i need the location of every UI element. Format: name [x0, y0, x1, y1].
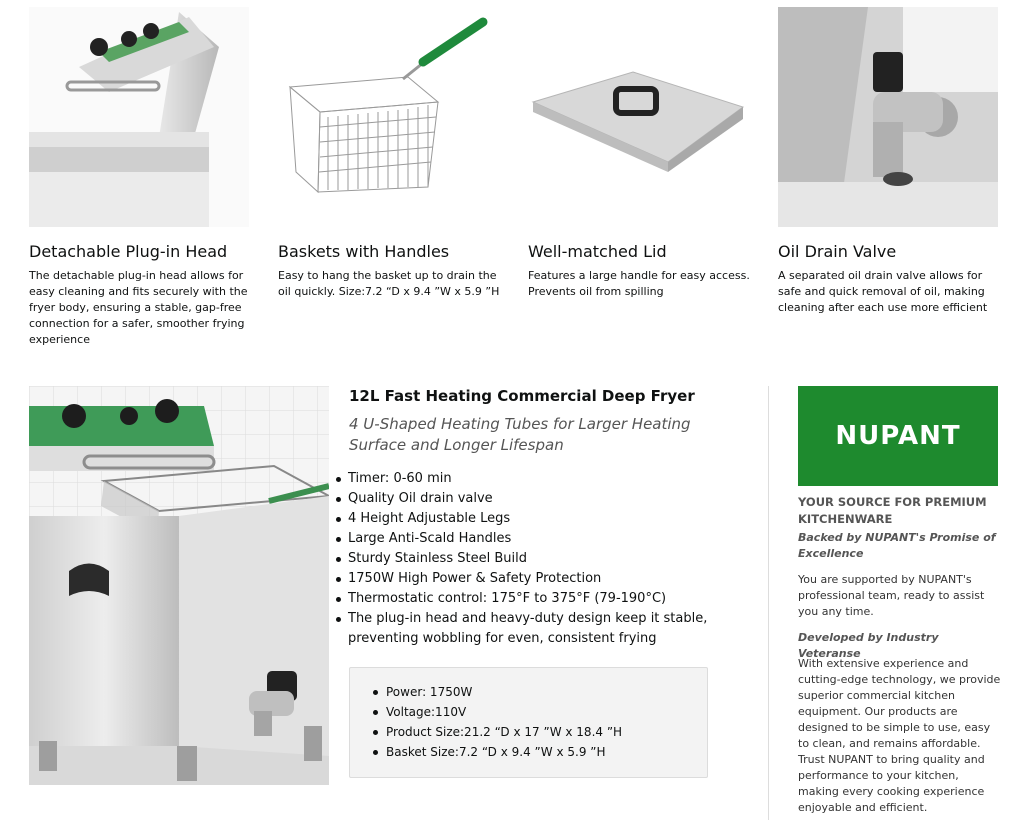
feature-title: Baskets with Handles [278, 242, 450, 261]
product-feature-list [334, 469, 748, 649]
spec-item: Power: 1750W [386, 682, 707, 702]
spec-list [350, 668, 707, 762]
list-item: Quality Oil drain valve [348, 489, 748, 509]
list-item: The plug-in head and heavy-duty design keep it stable, preventing wobbling for even, consistent frying [348, 609, 748, 649]
drain-valve-image [778, 7, 998, 227]
list-item: 4 Height Adjustable Legs [348, 509, 748, 529]
feature-title: Oil Drain Valve [778, 242, 897, 261]
product-subtitle: 4 U-Shaped Heating Tubes for Larger Heating Surface and Longer Lifespan [349, 415, 691, 454]
product-title: 12L Fast Heating Commercial Deep Fryer [349, 387, 695, 405]
feature-description: Easy to hang the basket up to drain the oil quickly. Size:7.2 “D x 9.4 ”W x 5.9 ”H [278, 269, 500, 298]
nupant-logo [798, 386, 998, 486]
list-item: 1750W High Power & Safety Protection [348, 569, 748, 589]
brand-support-text: You are supported by NUPANT's professional team, ready to assist you any time. [798, 573, 985, 618]
basket-image [278, 7, 498, 227]
brand-promise: Backed by NUPANT's Promise of Excellence [798, 531, 996, 560]
list-item: Sturdy Stainless Steel Build [348, 549, 748, 569]
list-item: Timer: 0-60 min [348, 469, 748, 489]
brand-headline: YOUR SOURCE FOR PREMIUM KITCHENWARE [798, 495, 987, 526]
brand-about-text: With extensive experience and cutting-edge technology, we provide superior commercial kitchen equipment. Our products are designed to be simple to use, easy to clean, and remains affordable. Trust NUPANT to bring quality and performance to your kitchen, making every cooking experience enjoyable and efficient. [798, 657, 1001, 814]
spec-box [349, 667, 708, 778]
list-item: Thermostatic control: 175°F to 375°F (79-190°C) [348, 589, 748, 609]
feature-description: The detachable plug-in head allows for easy cleaning and fits securely with the fryer body, ensuring a stable, gap-free connection for a safer, smoother frying experience [29, 269, 248, 346]
spec-item: Basket Size:7.2 “D x 9.4 ”W x 5.9 ”H [386, 742, 707, 762]
deep-fryer-hero-image [29, 386, 329, 785]
vertical-divider [768, 386, 769, 820]
feature-description: A separated oil drain valve allows for safe and quick removal of oil, making cleaning after each use more efficient [778, 269, 988, 314]
spec-item: Voltage:110V [386, 702, 707, 722]
plug-in-head-image [29, 7, 249, 227]
feature-title: Well-matched Lid [528, 242, 667, 261]
feature-title: Detachable Plug-in Head [29, 242, 228, 261]
brand-developed-heading: Developed by Industry Veteranse [798, 631, 939, 660]
feature-description: Features a large handle for easy access. Prevents oil from spilling [528, 269, 750, 298]
lid-image [528, 7, 748, 227]
spec-item: Product Size:21.2 “D x 17 ”W x 18.4 ”H [386, 722, 707, 742]
logo-text: NUPANT [835, 421, 961, 451]
list-item: Large Anti-Scald Handles [348, 529, 748, 549]
